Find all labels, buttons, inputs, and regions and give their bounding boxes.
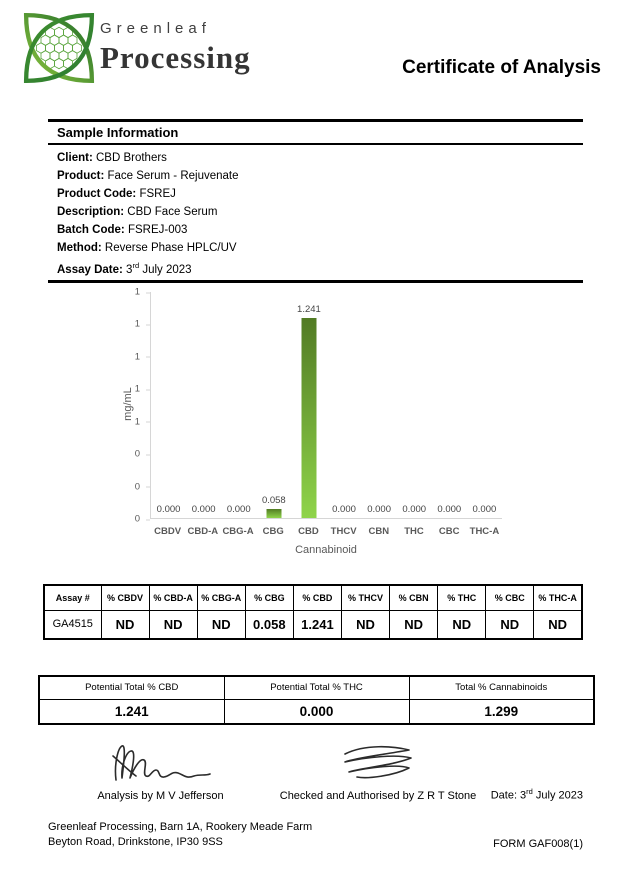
table-cell: ND bbox=[197, 610, 245, 639]
summary-value-row bbox=[39, 699, 594, 724]
table-header-cell: % CBG-A bbox=[197, 585, 245, 610]
table-header-cell: % THCV bbox=[341, 585, 389, 610]
table-cell: ND bbox=[486, 610, 534, 639]
table-header-cell: % CBG bbox=[245, 585, 293, 610]
assay-table-header-row bbox=[44, 585, 582, 610]
field-batch-code: Batch Code: FSREJ-003 bbox=[57, 224, 188, 236]
table-header-cell: % CBD bbox=[293, 585, 341, 610]
table-header-cell: Total % Cannabinoids bbox=[409, 676, 594, 699]
signature-block bbox=[48, 736, 583, 802]
field-assay-date: Assay Date: 3rd July 2023 bbox=[57, 261, 192, 276]
table-cell: ND bbox=[149, 610, 197, 639]
page-title: Certificate of Analysis bbox=[402, 57, 601, 78]
brand-block bbox=[100, 20, 251, 76]
table-cell: 0.058 bbox=[245, 610, 293, 639]
analyst-label: Analysis by M V Jefferson bbox=[97, 790, 224, 802]
assay-results-table bbox=[43, 584, 583, 640]
assay-table-data-row bbox=[44, 610, 582, 639]
y-tick: 0 bbox=[135, 481, 140, 492]
y-tick: 1 bbox=[135, 319, 140, 330]
brand-name-bottom: Processing bbox=[100, 40, 251, 75]
field-product: Product: Face Serum - Rejuvenate bbox=[57, 170, 239, 182]
table-header-cell: % CBD-A bbox=[149, 585, 197, 610]
brand-name-top: Greenleaf bbox=[100, 20, 211, 37]
company-address: Greenleaf Processing, Barn 1A, Rookery Meade Farm Beyton Road, Drinkstone, IP30 9SS bbox=[48, 821, 313, 848]
table-header-cell: Assay # bbox=[44, 585, 101, 610]
table-header-cell: % THC bbox=[438, 585, 486, 610]
checker-signature-block bbox=[273, 742, 483, 802]
bar-cbg bbox=[266, 509, 281, 518]
summary-header-row bbox=[39, 676, 594, 699]
totals-summary-table bbox=[38, 675, 595, 725]
y-tick: 0 bbox=[135, 514, 140, 525]
table-cell: ND bbox=[438, 610, 486, 639]
table-header-cell: % CBN bbox=[390, 585, 438, 610]
sample-information-section bbox=[48, 119, 583, 283]
x-axis-title: Cannabinoid bbox=[295, 544, 357, 556]
checker-label: Checked and Authorised by Z R T Stone bbox=[279, 790, 477, 802]
total-cannabinoids-value: 1.299 bbox=[409, 699, 594, 724]
bar-group-cbg: 0.058 bbox=[256, 292, 291, 518]
table-header-cell: Potential Total % CBD bbox=[39, 676, 224, 699]
bar-group-cbd-a: 0.000 bbox=[191, 504, 216, 515]
analyst-signature-icon bbox=[106, 736, 216, 786]
bar-group-thcv: 0.000 bbox=[332, 504, 356, 515]
y-axis bbox=[116, 286, 146, 525]
total-cbd-value: 1.241 bbox=[39, 699, 224, 724]
y-tick: 1 bbox=[135, 384, 140, 395]
table-cell: ND bbox=[341, 610, 389, 639]
table-cell: ND bbox=[534, 610, 582, 639]
bar-group-cbn: 0.000 bbox=[367, 504, 391, 515]
page-footer bbox=[48, 820, 583, 850]
table-header-cell: % CBC bbox=[486, 585, 534, 610]
field-description: Description: CBD Face Serum bbox=[57, 206, 218, 218]
bar-group-cbc: 0.000 bbox=[437, 504, 462, 515]
analyst-signature-block bbox=[48, 736, 273, 802]
y-tick: 1 bbox=[135, 287, 140, 298]
total-thc-value: 0.000 bbox=[224, 699, 409, 724]
table-header-cell: Potential Total % THC bbox=[224, 676, 409, 699]
field-method: Method: Reverse Phase HPLC/UV bbox=[57, 242, 237, 254]
y-tick: 0 bbox=[135, 449, 140, 460]
x-axis-labels: CBDV CBD-A CBG-A CBG CBD THCV CBN THC CBC THC-A bbox=[154, 526, 500, 537]
signature-date: Date: 3rd July 2023 bbox=[490, 787, 583, 802]
sample-information-heading: Sample Information bbox=[48, 122, 583, 145]
bar-group-cbg-a: 0.000 bbox=[226, 504, 251, 515]
field-product-code: Product Code: FSREJ bbox=[57, 188, 176, 200]
y-tick: 1 bbox=[135, 416, 140, 427]
bar-group-cbd: 1.241 bbox=[291, 292, 326, 518]
bar-cbd bbox=[301, 318, 316, 518]
plot-area bbox=[150, 292, 502, 519]
table-cell: 1.241 bbox=[293, 610, 341, 639]
bar-group-thc: 0.000 bbox=[402, 504, 427, 515]
form-number: FORM GAF008(1) bbox=[493, 838, 583, 850]
y-tick: 1 bbox=[135, 351, 140, 362]
table-header-cell: % THC-A bbox=[534, 585, 582, 610]
table-cell: ND bbox=[390, 610, 438, 639]
cannabinoid-bar-chart bbox=[116, 288, 546, 564]
date-block bbox=[483, 783, 583, 802]
field-client: Client: CBD Brothers bbox=[57, 152, 167, 164]
bar-group-cbdv: 0.000 bbox=[156, 504, 181, 515]
assay-number-cell: GA4515 bbox=[44, 610, 101, 639]
bar-group-thc-a: 0.000 bbox=[472, 504, 497, 515]
y-axis-title: mg/mL bbox=[122, 387, 134, 421]
greenleaf-logo-icon bbox=[14, 6, 104, 90]
table-cell: ND bbox=[101, 610, 149, 639]
table-header-cell: % CBDV bbox=[101, 585, 149, 610]
checker-signature-icon bbox=[331, 742, 426, 786]
